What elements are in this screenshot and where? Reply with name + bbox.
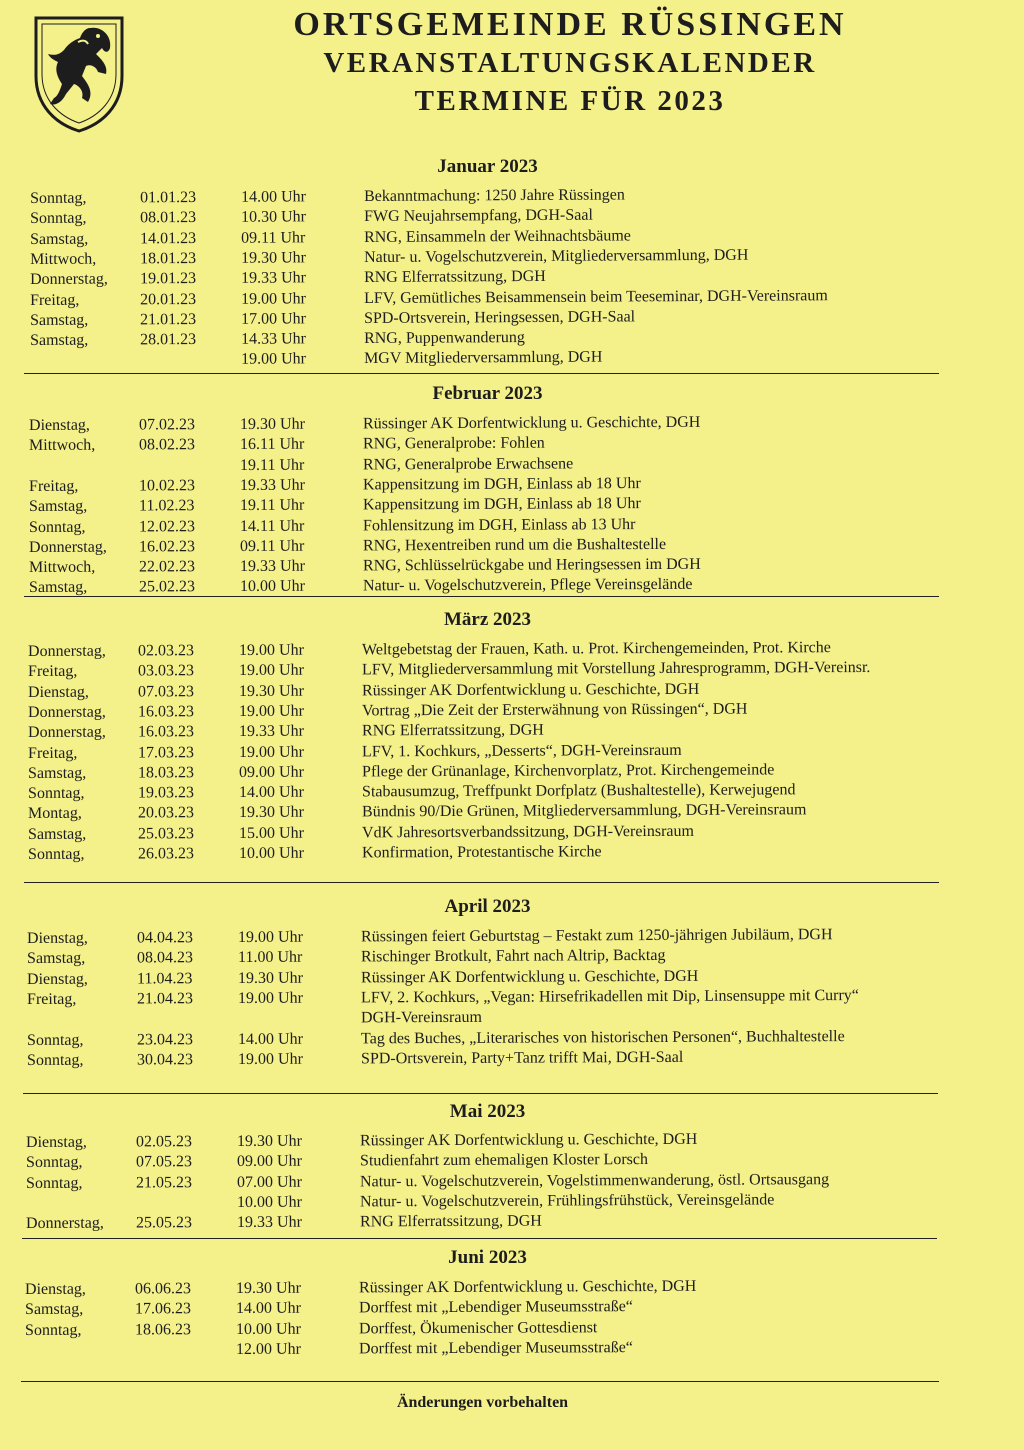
month-title: März 2023 xyxy=(443,609,532,630)
event-time: 19.30 Uhr xyxy=(237,969,303,987)
event-weekday: Sonntag, xyxy=(27,1031,84,1049)
event-time: 19.00 Uhr xyxy=(237,1050,303,1068)
event-time: 19.30 Uhr xyxy=(235,1279,301,1297)
event-time: 19.00 Uhr xyxy=(240,289,306,308)
event-weekday: Dienstag, xyxy=(27,970,88,988)
event-description: FWG Neujahrsempfang, DGH-Saal xyxy=(363,206,593,226)
event-weekday: Donnerstag, xyxy=(29,538,107,556)
event-time: 19.00 Uhr xyxy=(238,702,304,720)
month-divider xyxy=(24,596,939,597)
event-date: 30.04.23 xyxy=(136,1051,194,1069)
event-description: RNG Elferratssitzung, DGH xyxy=(361,721,544,740)
event-description: Natur- u. Vogelschutzverein, Mitgliederversammlung, DGH xyxy=(363,246,749,266)
event-description: Fohlensitzung im DGH, Einlass ab 13 Uhr xyxy=(362,515,636,534)
event-time: 09.11 Uhr xyxy=(239,537,305,555)
event-time: 19.30 Uhr xyxy=(236,1132,302,1150)
event-weekday: Sonntag, xyxy=(26,1154,83,1172)
title-municipality: ORTSGEMEINDE RÜSSINGEN xyxy=(293,6,847,43)
event-description: Vortrag „Die Zeit der Ersterwähnung von Rüssingen“, DGH xyxy=(361,700,748,720)
event-time: 19.30 Uhr xyxy=(240,249,306,267)
event-weekday: Freitag, xyxy=(28,744,78,762)
event-date: 14.01.23 xyxy=(139,229,197,247)
event-description: RNG, Puppenwanderung xyxy=(363,329,525,348)
event-description: Rischinger Brotkult, Fahrt nach Altrip, Backtag xyxy=(360,947,666,966)
event-time: 19.11 Uhr xyxy=(239,496,305,515)
event-date: 03.03.23 xyxy=(137,662,195,680)
event-time: 09.00 Uhr xyxy=(236,1152,302,1171)
event-description: RNG Elferratssitzung, DGH xyxy=(359,1212,542,1231)
event-description: Stabausumzug, Treffpunkt Dorfplatz (Bushaltestelle), Kerwejugend xyxy=(361,781,796,801)
event-weekday: Sonntag, xyxy=(25,1321,82,1339)
event-time: 09.11 Uhr xyxy=(240,228,306,247)
event-weekday: Donnerstag, xyxy=(28,642,106,660)
event-date: 12.02.23 xyxy=(138,517,196,535)
title-calendar: VERANSTALTUNGSKALENDER xyxy=(323,47,817,79)
event-date: 21.01.23 xyxy=(139,310,197,329)
event-time: 10.00 Uhr xyxy=(238,844,304,862)
event-description: RNG, Einsammeln der Weihnachtsbäume xyxy=(363,226,631,246)
event-weekday: Donnerstag, xyxy=(28,703,106,721)
event-date: 16.03.23 xyxy=(137,723,195,741)
event-date: 11.04.23 xyxy=(136,969,193,988)
title-year: TERMINE FÜR 2023 xyxy=(414,85,726,117)
event-weekday: Dienstag, xyxy=(25,1280,86,1298)
event-time: 09.00 Uhr xyxy=(238,763,304,781)
event-weekday: Donnerstag, xyxy=(28,723,106,742)
event-description: Bündnis 90/Die Grünen, Mitgliederversammlung, DGH-Vereinsraum xyxy=(361,801,807,821)
event-description: RNG, Schlüsselrückgabe und Heringsessen im DGH xyxy=(362,555,701,575)
event-description: Kappensitzung im DGH, Einlass ab 18 Uhr xyxy=(362,474,641,494)
event-date: 06.06.23 xyxy=(134,1280,192,1298)
event-weekday: Mittwoch, xyxy=(29,558,96,577)
event-description: SPD-Ortsverein, Heringsessen, DGH-Saal xyxy=(363,308,636,327)
event-description: Rüssinger AK Dorfentwicklung u. Geschichte, DGH xyxy=(360,967,699,986)
event-description: RNG, Generalprobe Erwachsene xyxy=(362,454,574,473)
event-time: 14.00 Uhr xyxy=(238,783,304,802)
month-divider xyxy=(24,882,939,883)
event-description: Studienfahrt zum ehemaligen Kloster Lorsch xyxy=(359,1151,648,1170)
event-description: RNG Elferratssitzung, DGH xyxy=(363,268,546,287)
page-header xyxy=(160,6,980,120)
event-weekday: Sonntag, xyxy=(26,1174,83,1192)
event-date: 22.02.23 xyxy=(138,558,196,576)
event-date: 21.04.23 xyxy=(136,990,194,1008)
event-date: 17.03.23 xyxy=(137,743,195,761)
event-date: 23.04.23 xyxy=(136,1030,194,1048)
event-time: 19.30 Uhr xyxy=(239,415,305,433)
event-weekday: Samstag, xyxy=(29,579,88,597)
event-date: 19.01.23 xyxy=(139,270,197,288)
month-divider xyxy=(23,1093,938,1094)
event-time: 19.00 Uhr xyxy=(240,350,306,369)
event-description: Weltgebetstag der Frauen, Kath. u. Prot. Kirchengemeinden, Prot. Kirche xyxy=(361,639,831,659)
event-date: 26.03.23 xyxy=(137,845,195,863)
month-divider xyxy=(22,1238,937,1239)
event-description: Pflege der Grünanlage, Kirchenvorplatz, Prot. Kirchengemeinde xyxy=(361,761,775,781)
event-time: 19.30 Uhr xyxy=(238,804,304,822)
coat-of-arms-horse-icon xyxy=(32,14,126,134)
event-date: 16.03.23 xyxy=(137,703,195,721)
event-date: 18.06.23 xyxy=(134,1320,192,1339)
event-time: 14.00 Uhr xyxy=(240,188,306,206)
event-description: Rüssinger AK Dorfentwicklung u. Geschichte, DGH xyxy=(362,413,701,433)
event-date: 20.01.23 xyxy=(139,290,197,308)
event-description: Dorffest mit „Lebendiger Museumsstraße“ xyxy=(358,1298,633,1317)
event-description: RNG, Generalprobe: Fohlen xyxy=(362,434,545,453)
event-time: 19.00 Uhr xyxy=(238,641,304,659)
event-description: Tag des Buches, „Literarisches von historischen Personen“, Buchhaltestelle xyxy=(360,1027,845,1047)
month-divider xyxy=(21,1381,939,1382)
month-title: April 2023 xyxy=(444,896,531,917)
event-weekday: Montag, xyxy=(28,805,82,823)
event-weekday: Mittwoch, xyxy=(30,250,97,268)
event-date: 07.05.23 xyxy=(135,1153,193,1171)
event-weekday: Samstag, xyxy=(27,950,86,968)
event-time: 19.00 Uhr xyxy=(237,928,303,946)
event-time: 19.30 Uhr xyxy=(238,682,304,700)
event-description: Bekanntmachung: 1250 Jahre Rüssingen xyxy=(363,186,625,205)
event-description: Dorffest mit „Lebendiger Museumsstraße“ xyxy=(358,1338,633,1358)
event-time: 11.00 Uhr xyxy=(237,948,303,967)
event-date: 20.03.23 xyxy=(137,804,195,822)
event-time: 19.00 Uhr xyxy=(238,743,304,761)
event-time: 10.00 Uhr xyxy=(239,578,305,596)
event-description: LFV, Mitgliederversammlung mit Vorstellung Jahresprogramm, DGH-Vereinsr. xyxy=(361,659,871,679)
event-time: 14.00 Uhr xyxy=(237,1030,303,1048)
event-time: 19.11 Uhr xyxy=(239,456,305,474)
event-weekday: Dienstag, xyxy=(27,929,88,947)
event-description: Natur- u. Vogelschutzverein, Vogelstimmenwanderung, östl. Ortsausgang xyxy=(359,1170,830,1190)
event-weekday: Dienstag, xyxy=(28,683,89,701)
event-weekday: Mittwoch, xyxy=(29,436,96,455)
event-date: 02.05.23 xyxy=(135,1133,193,1151)
event-description: LFV, 1. Kochkurs, „Desserts“, DGH-Vereinsraum xyxy=(361,741,682,760)
event-time: 10.00 Uhr xyxy=(235,1320,301,1338)
event-description: Dorffest, Ökumenischer Gottesdienst xyxy=(358,1318,598,1337)
event-date: 25.02.23 xyxy=(138,578,196,596)
event-weekday: Donnerstag, xyxy=(26,1214,104,1233)
event-time: 14.11 Uhr xyxy=(239,517,305,535)
event-time: 19.33 Uhr xyxy=(236,1213,302,1232)
event-description: Rüssingen feiert Geburtstag – Festakt zum 1250-jährigen Jubiläum, DGH xyxy=(360,926,833,946)
event-date: 18.03.23 xyxy=(137,764,195,782)
event-weekday: Freitag, xyxy=(30,291,80,309)
event-weekday: Sonntag, xyxy=(29,518,86,536)
event-date: 25.03.23 xyxy=(137,824,195,843)
event-weekday: Freitag, xyxy=(28,663,78,681)
event-date: 07.03.23 xyxy=(137,682,195,701)
event-date: 19.03.23 xyxy=(137,784,195,802)
event-time: 19.00 Uhr xyxy=(238,661,304,680)
event-weekday: Freitag, xyxy=(27,990,77,1008)
event-weekday: Dienstag, xyxy=(29,416,90,434)
event-time: 15.00 Uhr xyxy=(238,824,304,842)
event-time: 17.00 Uhr xyxy=(240,310,306,328)
event-weekday: Sonntag, xyxy=(28,784,85,803)
footer-note: Änderungen vorbehalten xyxy=(396,1394,569,1411)
event-date: 02.03.23 xyxy=(137,642,195,660)
event-time: 16.11 Uhr xyxy=(239,435,305,454)
event-description: RNG, Hexentreiben rund um die Bushaltestelle xyxy=(362,535,667,555)
event-time: 19.33 Uhr xyxy=(238,722,304,741)
event-time: 14.00 Uhr xyxy=(235,1299,301,1318)
event-weekday: Samstag, xyxy=(30,311,89,329)
event-description: Natur- u. Vogelschutzverein, Pflege Vereinsgelände xyxy=(362,576,693,595)
event-description: MGV Mitgliederversammlung, DGH xyxy=(363,348,603,368)
event-description: Rüssinger AK Dorfentwicklung u. Geschichte, DGH xyxy=(358,1277,697,1297)
event-time: 10.30 Uhr xyxy=(240,208,306,227)
event-date: 01.01.23 xyxy=(139,189,197,207)
month-title: Februar 2023 xyxy=(432,383,543,404)
event-date: 11.02.23 xyxy=(138,497,195,515)
event-description: Rüssinger AK Dorfentwicklung u. Geschichte, DGH xyxy=(359,1130,698,1150)
event-description: LFV, 2. Kochkurs, „Vegan: Hirsefrikadellen mit Dip, Linsensuppe mit Curry“ xyxy=(360,986,859,1007)
event-weekday: Sonntag, xyxy=(30,189,87,207)
event-weekday: Donnerstag, xyxy=(30,270,108,289)
event-weekday: Freitag, xyxy=(29,477,79,495)
event-date: 10.02.23 xyxy=(138,477,196,495)
event-description: VdK Jahresortsverbandssitzung, DGH-Vereinsraum xyxy=(361,822,694,842)
event-date: 18.01.23 xyxy=(139,249,197,268)
event-date: 08.02.23 xyxy=(138,436,196,454)
event-description: DGH-Vereinsraum xyxy=(360,1009,482,1027)
event-time: 19.33 Uhr xyxy=(240,269,306,287)
event-weekday: Samstag, xyxy=(28,764,87,782)
month-title: Mai 2023 xyxy=(449,1101,526,1122)
event-time: 10.00 Uhr xyxy=(236,1193,302,1211)
event-date: 21.05.23 xyxy=(135,1173,193,1192)
event-description: SPD-Ortsverein, Party+Tanz trifft Mai, DGH-Saal xyxy=(360,1048,684,1068)
event-weekday: Samstag, xyxy=(30,331,89,350)
month-title: Juni 2023 xyxy=(448,1247,527,1268)
event-date: 28.01.23 xyxy=(139,331,197,349)
event-weekday: Samstag, xyxy=(25,1301,84,1319)
event-weekday: Sonntag, xyxy=(27,1051,84,1069)
event-date: 17.06.23 xyxy=(134,1300,192,1318)
month-divider xyxy=(24,373,939,374)
event-time: 19.33 Uhr xyxy=(239,476,305,494)
event-date: 25.05.23 xyxy=(135,1214,193,1232)
event-weekday: Samstag, xyxy=(28,825,87,843)
event-description: LFV, Gemütliches Beisammensein beim Teeseminar, DGH-Vereinsraum xyxy=(363,286,828,307)
event-time: 19.00 Uhr xyxy=(237,989,303,1007)
month-title: Januar 2023 xyxy=(437,156,538,177)
event-date: 04.04.23 xyxy=(136,929,194,947)
event-weekday: Sonntag, xyxy=(28,845,85,863)
event-date: 16.02.23 xyxy=(138,538,196,556)
event-weekday: Sonntag, xyxy=(30,209,87,228)
event-weekday: Dienstag, xyxy=(26,1133,87,1151)
event-date: 08.04.23 xyxy=(136,949,194,967)
event-time: 12.00 Uhr xyxy=(235,1340,301,1358)
event-date: 08.01.23 xyxy=(139,209,197,227)
event-time: 07.00 Uhr xyxy=(236,1173,302,1191)
event-time: 19.33 Uhr xyxy=(239,557,305,576)
event-weekday: Samstag, xyxy=(29,497,88,516)
event-description: Rüssinger AK Dorfentwicklung u. Geschichte, DGH xyxy=(361,680,700,699)
event-description: Kappensitzung im DGH, Einlass ab 18 Uhr xyxy=(362,495,641,514)
event-description: Natur- u. Vogelschutzverein, Frühlingsfrühstück, Vereinsgelände xyxy=(359,1191,775,1211)
event-date: 07.02.23 xyxy=(138,416,196,434)
event-weekday: Samstag, xyxy=(30,230,89,248)
event-description: Konfirmation, Protestantische Kirche xyxy=(361,843,602,862)
event-time: 14.33 Uhr xyxy=(240,330,306,348)
